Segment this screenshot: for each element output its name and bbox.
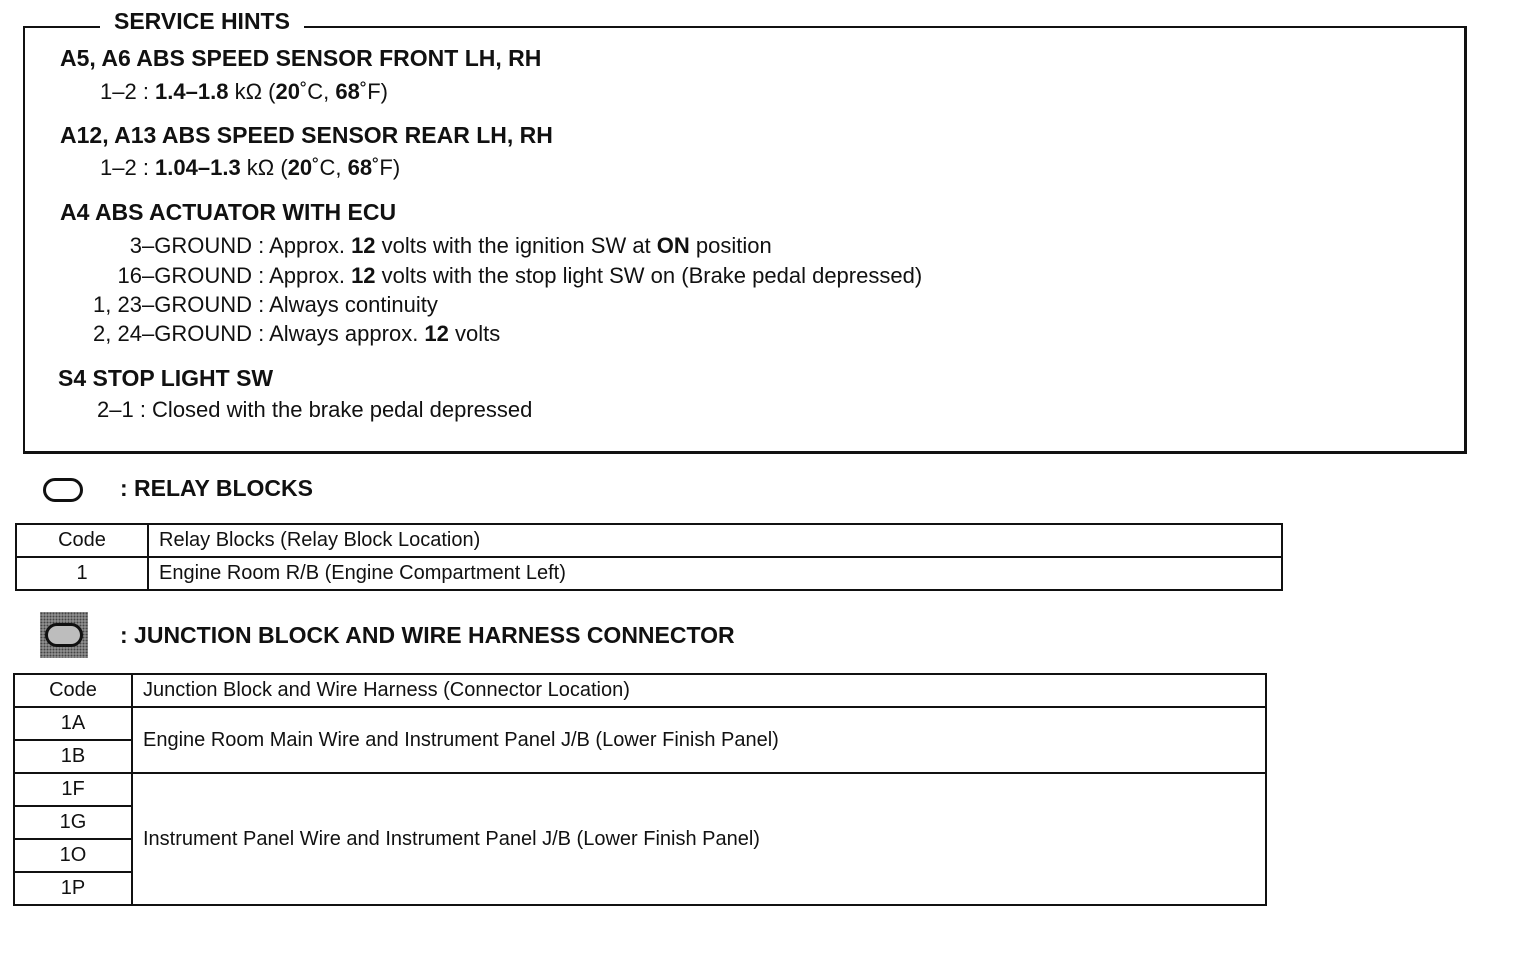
junction-code: 1P [14,872,132,905]
section-heading-stop-light: S4 STOP LIGHT SW [58,365,274,391]
column-header-location: Junction Block and Wire Harness (Connector Location) [132,674,1266,707]
service-hints-title: SERVICE HINTS [100,8,304,35]
front-sensor-spec: 1–2 : 1.4–1.8 kΩ (20˚C, 68˚F) [100,79,388,104]
column-header-location: Relay Blocks (Relay Block Location) [148,524,1282,557]
table-row [16,557,1282,590]
actuator-spec-line: 2, 24–GROUND : Always approx. 12 volts [93,321,501,346]
junction-code: 1B [14,740,132,773]
oval-outline-icon [43,478,83,502]
actuator-spec-line: 16–GROUND : Approx. 12 volts with the stop light SW on (Brake pedal depressed) [117,263,923,288]
shaded-oval-icon [40,612,88,658]
rear-sensor-spec: 1–2 : 1.04–1.3 kΩ (20˚C, 68˚F) [100,155,401,180]
junction-code: 1G [14,806,132,839]
stop-light-spec: 2–1 : Closed with the brake pedal depressed [97,397,533,422]
actuator-spec-line: 3–GROUND : Approx. 12 volts with the ignition SW at ON position [129,233,772,258]
junction-blocks-title: : JUNCTION BLOCK AND WIRE HARNESS CONNECTOR [120,622,735,648]
table-header-row [14,674,1266,707]
section-heading-actuator: A4 ABS ACTUATOR WITH ECU [60,199,397,225]
junction-code: 1F [14,773,132,806]
junction-location: Instrument Panel Wire and Instrument Panel J/B (Lower Finish Panel) [132,773,1266,905]
table-header-row [16,524,1282,557]
section-heading-front-sensor: A5, A6 ABS SPEED SENSOR FRONT LH, RH [60,45,542,71]
relay-code: 1 [16,557,148,590]
relay-blocks-title: : RELAY BLOCKS [120,475,313,501]
junction-location: Engine Room Main Wire and Instrument Panel J/B (Lower Finish Panel) [132,707,1266,773]
column-header-code: Code [16,524,148,557]
junction-code: 1A [14,707,132,740]
relay-blocks-table [15,523,1283,591]
section-heading-rear-sensor: A12, A13 ABS SPEED SENSOR REAR LH, RH [60,122,553,148]
relay-location: Engine Room R/B (Engine Compartment Left) [148,557,1282,590]
junction-blocks-table [13,673,1267,906]
junction-code: 1O [14,839,132,872]
table-row [14,773,1266,806]
table-row [14,707,1266,740]
column-header-code: Code [14,674,132,707]
actuator-spec-line: 1, 23–GROUND : Always continuity [93,292,438,317]
